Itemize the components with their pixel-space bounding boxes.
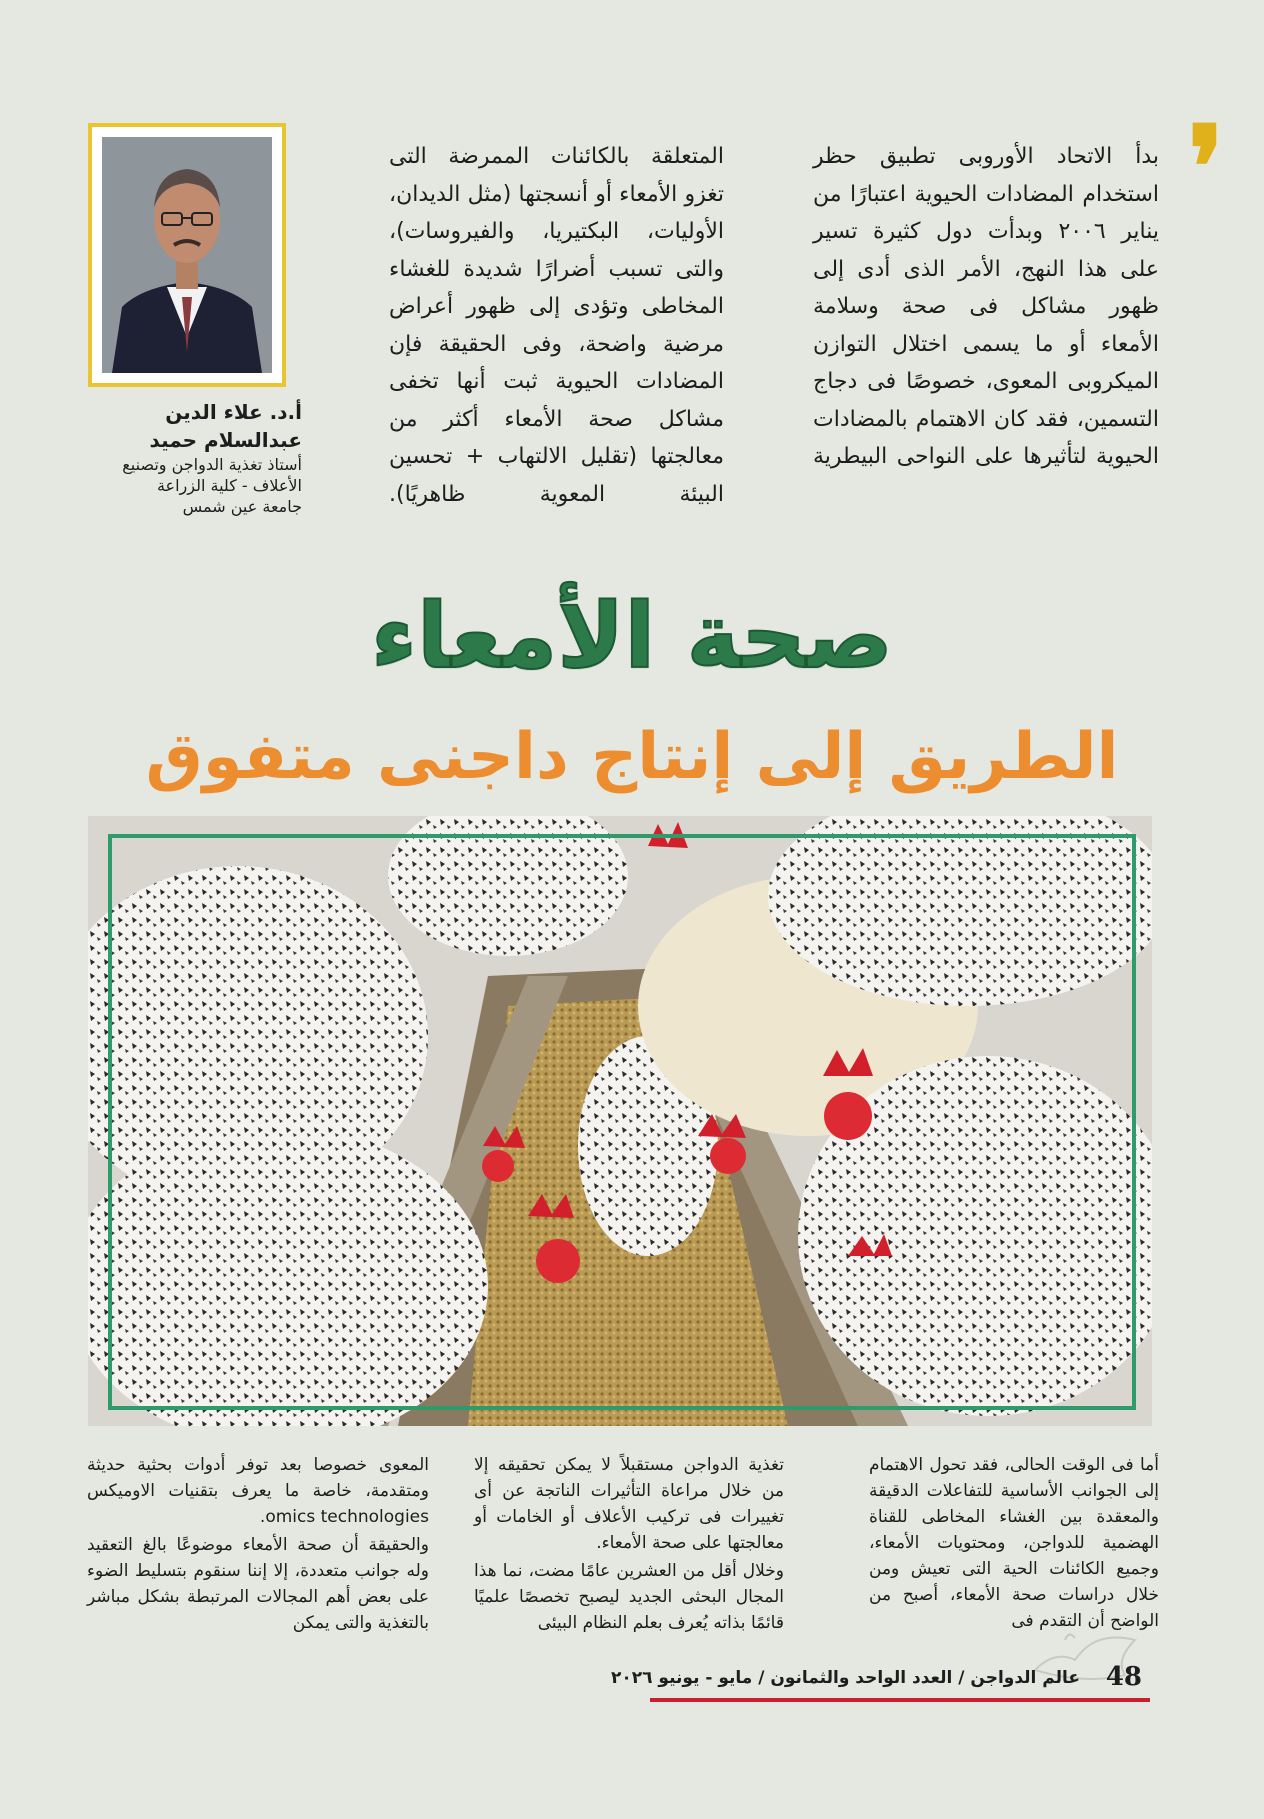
body-paragraph: المعوى خصوصا بعد توفر أدوات بحثية حديثة ومتقدمة، خاصة ما يعرف بتقنيات الاوميكس omics technologies. xyxy=(87,1455,429,1527)
body-column-middle xyxy=(474,1452,784,1638)
page-number: 48 xyxy=(1105,1662,1142,1692)
author-role-line-2: الأعلاف - كلية الزراعة xyxy=(156,476,302,495)
body-paragraph: والحقيقة أن صحة الأمعاء موضوعًا بالغ التعقيد وله جوانب متعددة، إلا إننا سنقوم بتسليط الضوء على بعض أهم المجالات المرتبطة بشكل مباشر بالتغذية والتى يمكن xyxy=(87,1535,429,1633)
body-column-right xyxy=(869,1452,1159,1636)
photo-frame-border xyxy=(108,834,1136,1410)
body-paragraph: وخلال أقل من العشرين عامًا مضت، نما هذا المجال البحثى الجديد ليصبح تخصصًا علميًا قائمًا بذاته يُعرف بعلم النظام البيئى xyxy=(474,1561,784,1633)
intro-paragraph: بدأ الاتحاد الأوروبى تطبيق حظر استخدام المضادات الحيوية اعتبارًا من يناير ٢٠٠٦ وبدأت دول كثيرة تسير على هذا النهج، الأمر الذى أدى إلى ظهور مشاكل فى صحة وسلامة الأمعاء أو ما يسمى اختلال التوازن الميكروبى المعوى، خصوصًا فى دجاج التسمين، فقد كان الاهتمام بالمضادات الحيوية لتأثيرها على النواحى البيطرية xyxy=(813,144,1159,469)
intro-paragraph: المتعلقة بالكائنات الممرضة التى تغزو الأمعاء أو أنسجتها (مثل الديدان، الأوليات، البكتيريا، والفيروسات)، والتى تسبب أضرارًا شديدة للغشاء المخاطى وتؤدى إلى ظهور أعراض مرضية واضحة، وفى الحقيقة فإن المضادات الحيوية ثبت أنها تخفى مشاكل صحة الأمعاء أكثر من معالجتها (تقليل الالتهاب + تحسين البيئة المعوية ظاهريًا). xyxy=(389,144,724,507)
article-title: صحة الأمعاء xyxy=(371,584,893,689)
page-footer xyxy=(611,1662,1150,1704)
body-column-left xyxy=(87,1452,429,1638)
quote-mark-icon: ❜ xyxy=(1187,102,1224,233)
intro-column-middle xyxy=(389,138,724,513)
author-caption xyxy=(70,398,302,517)
hens-feeding-photo xyxy=(88,816,1152,1426)
author-photo-frame xyxy=(88,123,286,387)
body-paragraph: تغذية الدواجن مستقبلاً لا يمكن تحقيقه إلا من خلال مراعاة التأثيرات الناتجة عن أى تغييرات فى تركيب الأعلاف أو الخامات أو معالجتها على صحة الأمعاء. xyxy=(474,1455,784,1553)
author-name-line-2: عبدالسلام حميد xyxy=(149,428,302,452)
intro-column-right xyxy=(813,138,1159,476)
author-name-line-1: أ.د. علاء الدين xyxy=(165,400,302,424)
author-role-line-3: جامعة عين شمس xyxy=(182,497,302,516)
author-role-line-1: أستاذ تغذية الدواجن وتصنيع xyxy=(122,455,302,474)
author-photo xyxy=(102,137,272,373)
footer-rule xyxy=(650,1698,1150,1702)
footer-issue-text: عالم الدواجن / العدد الواحد والثمانون / مايو - يونيو ٢٠٢٦ xyxy=(611,1668,1080,1688)
body-paragraph: أما فى الوقت الحالى، فقد تحول الاهتمام إلى الجوانب الأساسية للتفاعلات الدقيقة والمعقدة بين الغشاء المخاطى للقناة الهضمية للدواجن، ومحتويات الأمعاء، وجميع الكائنات الحية التى تعيش ومن خلال دراسات صحة الأمعاء، أصبح من الواضح أن التقدم فى xyxy=(869,1455,1159,1631)
article-subtitle: الطريق إلى إنتاج داجنى متفوق xyxy=(145,720,1119,794)
